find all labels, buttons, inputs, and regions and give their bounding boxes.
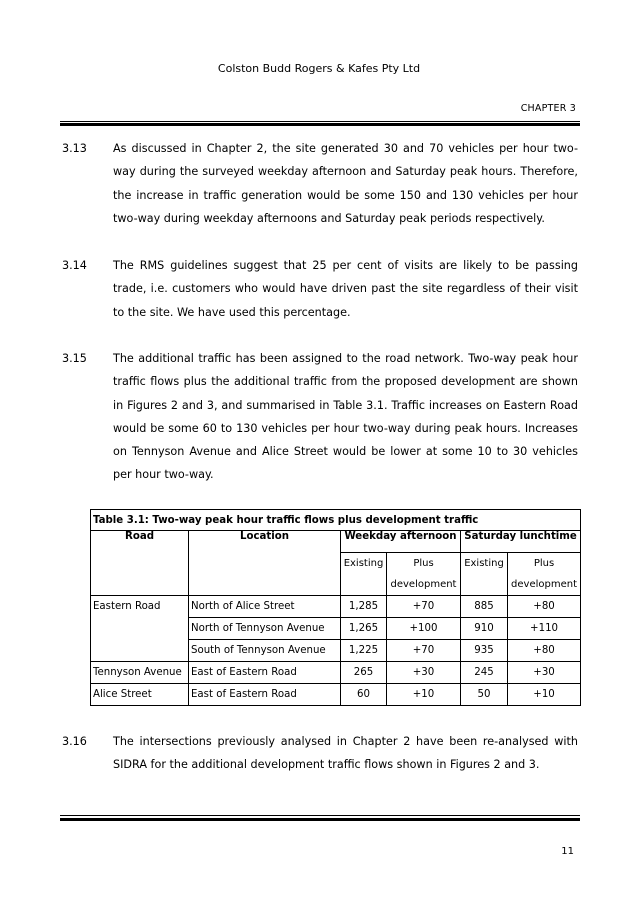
subheader-sat-plus bbox=[508, 553, 581, 596]
cell-location: North of Alice Street bbox=[189, 596, 341, 618]
header-weekday: Weekday afternoon bbox=[341, 531, 461, 553]
traffic-flows-table bbox=[90, 509, 581, 706]
paragraph-3-14 bbox=[62, 254, 578, 324]
cell-wd-existing: 265 bbox=[341, 662, 387, 684]
cell-sat-existing: 885 bbox=[461, 596, 508, 618]
cell-location: East of Eastern Road bbox=[189, 662, 341, 684]
cell-road: Alice Street bbox=[91, 684, 189, 706]
cell-road bbox=[91, 640, 189, 662]
plus-line: Plus bbox=[413, 558, 434, 569]
development-line: development bbox=[511, 579, 578, 590]
header-saturday: Saturday lunchtime bbox=[461, 531, 581, 553]
cell-wd-existing: 60 bbox=[341, 684, 387, 706]
cell-wd-existing: 1,285 bbox=[341, 596, 387, 618]
paragraph-text: The additional traffic has been assigned to the road network. Two-way peak hour traffic flows plus the additional traffic from the proposed development are shown in Figures 2 and 3, and summarised in Table 3.1. Traffic increases on Eastern Road would be some 60 to 130 vehicles per hour two-way during peak hours. Increases on Tennyson Avenue and Alice Street would be lower at some 10 to 30 vehicles per hour two-way. bbox=[113, 352, 578, 482]
paragraph-3-15 bbox=[62, 347, 578, 487]
cell-location: North of Tennyson Avenue bbox=[189, 618, 341, 640]
cell-wd-plus: +70 bbox=[387, 596, 461, 618]
paragraph-number: 3.14 bbox=[62, 259, 87, 272]
paragraph-3-16 bbox=[62, 730, 578, 777]
paragraph-text: The intersections previously analysed in Chapter 2 have been re-analysed with SIDRA for the additional development traffic flows shown in Figures 2 and 3. bbox=[113, 735, 578, 772]
firm-name: Colston Budd Rogers & Kafes Pty Ltd bbox=[217, 62, 421, 75]
cell-road: Tennyson Avenue bbox=[91, 662, 189, 684]
subheader-sat-existing: Existing bbox=[461, 553, 508, 596]
cell-sat-existing: 935 bbox=[461, 640, 508, 662]
cell-sat-existing: 910 bbox=[461, 618, 508, 640]
paragraph-text: As discussed in Chapter 2, the site generated 30 and 70 vehicles per hour two-way during the surveyed weekday afternoon and Saturday peak hours. Therefore, the increase in traffic generation would be some 150 and 130 vehicles per hour two-way during weekday afternoons and Saturday peak periods respectively. bbox=[113, 142, 578, 225]
header-road: Road bbox=[91, 531, 189, 553]
cell-location: East of Eastern Road bbox=[189, 684, 341, 706]
cell-sat-plus: +30 bbox=[508, 662, 581, 684]
cell-wd-plus: +10 bbox=[387, 684, 461, 706]
table-row bbox=[91, 596, 581, 618]
paragraph-number: 3.15 bbox=[62, 352, 87, 365]
table-row bbox=[91, 684, 581, 706]
header-rule bbox=[60, 121, 580, 126]
page-number: 11 bbox=[561, 846, 574, 857]
cell-road: Eastern Road bbox=[91, 596, 189, 618]
chapter-label: CHAPTER 3 bbox=[520, 103, 576, 114]
header-location: Location bbox=[189, 531, 341, 553]
cell-location: South of Tennyson Avenue bbox=[189, 640, 341, 662]
table-row bbox=[91, 618, 581, 640]
paragraph-number: 3.16 bbox=[62, 735, 87, 748]
plus-line: Plus bbox=[533, 558, 555, 569]
table-caption: Table 3.1: Two-way peak hour traffic flows plus development traffic bbox=[91, 510, 581, 531]
paragraph-text: The RMS guidelines suggest that 25 per cent of visits are likely to be passing trade, i.e. customers who would have driven past the site regardless of their visit to the site. We have used this percentage. bbox=[113, 259, 578, 319]
footer-rule bbox=[60, 815, 580, 821]
table-row bbox=[91, 662, 581, 684]
cell-sat-existing: 245 bbox=[461, 662, 508, 684]
cell-wd-existing: 1,265 bbox=[341, 618, 387, 640]
cell-wd-plus: +100 bbox=[387, 618, 461, 640]
subheader-wd-existing: Existing bbox=[341, 553, 387, 596]
cell-road bbox=[91, 618, 189, 640]
paragraph-3-13 bbox=[62, 137, 578, 230]
table-caption-row bbox=[91, 510, 581, 531]
cell-sat-plus: +80 bbox=[508, 596, 581, 618]
cell-wd-plus: +30 bbox=[387, 662, 461, 684]
table-header-row bbox=[91, 531, 581, 553]
cell-wd-existing: 1,225 bbox=[341, 640, 387, 662]
empty-cell bbox=[189, 553, 341, 596]
cell-sat-plus: +80 bbox=[508, 640, 581, 662]
cell-sat-plus: +110 bbox=[508, 618, 581, 640]
table-subheader-row bbox=[91, 553, 581, 596]
subheader-wd-plus bbox=[387, 553, 461, 596]
paragraph-number: 3.13 bbox=[62, 142, 87, 155]
empty-cell bbox=[91, 553, 189, 596]
table-row bbox=[91, 640, 581, 662]
cell-wd-plus: +70 bbox=[387, 640, 461, 662]
cell-sat-existing: 50 bbox=[461, 684, 508, 706]
cell-sat-plus: +10 bbox=[508, 684, 581, 706]
development-line: development bbox=[390, 579, 457, 590]
